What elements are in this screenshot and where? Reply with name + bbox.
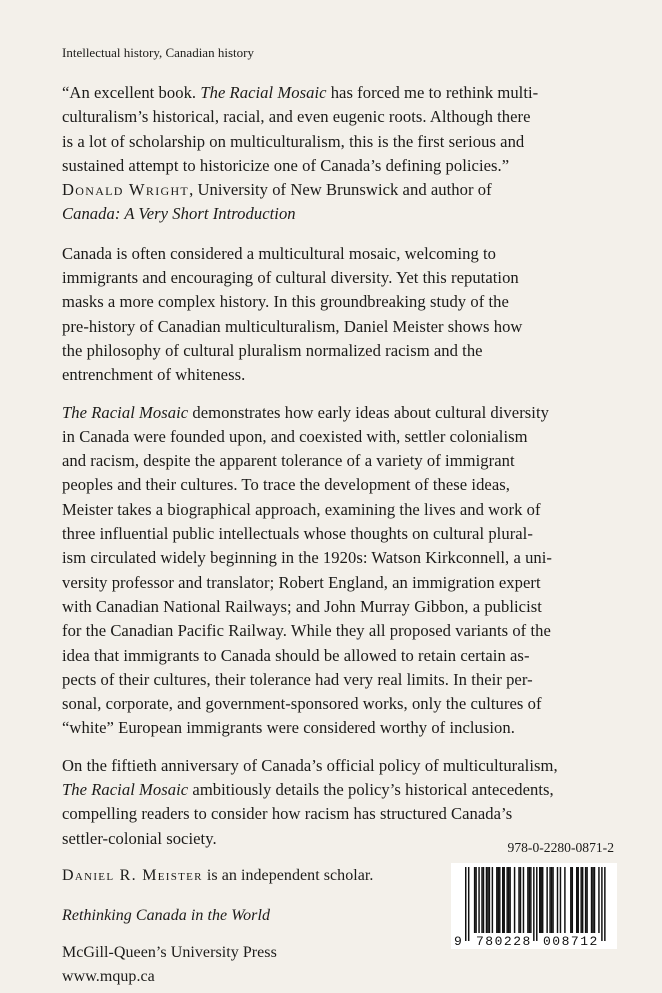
text-run: “white” European immigrants were considered worthy of inclusion. — [62, 718, 515, 738]
barcode-digit-first: 9 — [454, 934, 462, 949]
barcode-bar — [523, 867, 524, 933]
barcode-bar — [604, 867, 605, 941]
barcode-bar — [592, 867, 593, 933]
text-line — [62, 716, 614, 740]
text-line — [62, 105, 614, 129]
series-title: Rethinking Canada in the World — [62, 906, 271, 924]
text-run: and racism, despite the apparent tolerance of a variety of immigrant — [62, 451, 515, 471]
text-run: sustained attempt to historicize one of Canada’s defining policies.” — [62, 155, 510, 175]
barcode-bar — [536, 867, 537, 941]
text-run: immigrants and encouraging of cultural diversity. Yet this reputation — [62, 268, 519, 288]
text-line — [62, 546, 614, 570]
text-run: “An excellent book. — [62, 83, 201, 102]
italic-title: The Racial Mosaic — [62, 780, 189, 800]
text-run: three influential public intellectuals whose thoughts on cultural plural- — [62, 524, 533, 544]
barcode-bar — [540, 867, 541, 933]
text-line — [62, 692, 614, 716]
barcode-bar — [481, 867, 482, 933]
description — [62, 242, 614, 851]
barcode-bar — [552, 867, 553, 933]
barcode-bar — [502, 867, 503, 933]
text-run: for the Canadian Pacific Railway. While they all proposed variants of the — [62, 621, 551, 641]
barcode-bar — [585, 867, 586, 933]
text-line — [62, 522, 614, 546]
barcode-bar — [564, 867, 565, 933]
publisher-url: www.mqup.ca — [62, 968, 155, 986]
barcode-bar — [539, 867, 540, 933]
text-line — [62, 498, 614, 522]
text-line — [62, 425, 614, 449]
barcode-bar — [468, 867, 469, 941]
barcode-bar — [533, 867, 534, 941]
italic-title: The Racial Mosaic — [200, 83, 327, 102]
barcode-bar — [509, 867, 510, 933]
barcode-bar — [520, 867, 521, 933]
barcode-bar — [580, 867, 581, 933]
barcode-bar — [465, 867, 466, 941]
text-line — [62, 778, 614, 802]
barcode-bar — [492, 867, 493, 933]
text-run: , University of New Brunswick and author of — [189, 180, 492, 200]
barcode-bar — [483, 867, 484, 933]
barcode-bar — [551, 867, 552, 933]
description-paragraph — [62, 401, 614, 741]
text-run: with Canadian National Railways; and John Murray Gibbon, a publicist — [62, 596, 542, 616]
barcode-digits-left: 780228 — [476, 934, 532, 949]
text-run: Canada is often considered a multicultural mosaic, welcoming to — [62, 243, 497, 263]
text-run: culturalism’s historical, racial, and even eugenic roots. Although there — [62, 107, 531, 127]
text-run: masks a more complex history. In this groundbreaking study of the — [62, 292, 509, 312]
barcode-bar — [499, 867, 500, 933]
text-run: versity professor and translator; Robert England, an immigration expert — [62, 572, 541, 592]
text-line — [62, 202, 614, 226]
text-line — [62, 154, 614, 178]
text-run: pects of their cultures, their tolerance had very real limits. In their per- — [62, 669, 533, 689]
barcode-bar — [486, 867, 487, 933]
barcode-bar — [542, 867, 543, 933]
barcode-bar — [496, 867, 497, 933]
text-run: settler-colonial society. — [62, 828, 217, 848]
barcode-bar — [549, 867, 550, 933]
publisher-name: McGill-Queen’s University Press — [62, 944, 277, 962]
barcode-bar — [586, 867, 587, 933]
barcode-bar — [529, 867, 530, 933]
barcode-bar — [475, 867, 476, 933]
barcode-bar — [530, 867, 531, 933]
barcode-bar — [506, 867, 507, 933]
barcode-bar — [594, 867, 595, 933]
text-line — [62, 130, 614, 154]
barcode-bar — [518, 867, 519, 933]
barcode-graphic — [451, 863, 617, 949]
isbn-barcode — [451, 863, 617, 949]
text-line — [62, 754, 614, 778]
barcode-bar — [601, 867, 602, 941]
text-line — [62, 473, 614, 497]
endorsement-blurb — [62, 81, 614, 227]
barcode-bar — [546, 867, 547, 933]
barcode-bar — [570, 867, 571, 933]
barcode-bar — [576, 867, 577, 933]
text-run: entrenchment of whiteness. — [62, 365, 246, 385]
description-paragraph — [62, 242, 614, 388]
text-run: Meister takes a biographical approach, examining the lives and work of — [62, 499, 541, 519]
barcode-bar — [474, 867, 475, 933]
text-run: demonstrates how early ideas about cultural diversity — [188, 402, 549, 422]
text-run: idea that immigrants to Canada should be allowed to retain certain as- — [62, 645, 530, 665]
barcode-bar — [577, 867, 578, 933]
barcode-bar — [508, 867, 509, 933]
text-run: has forced me to rethink multi- — [326, 83, 539, 102]
text-line — [62, 290, 614, 314]
barcode-bar — [591, 867, 592, 933]
text-line — [62, 449, 614, 473]
text-line — [62, 266, 614, 290]
barcode-bar — [503, 867, 504, 933]
text-run: is a lot of scholarship on multiculturalism, this is the first serious and — [62, 131, 525, 151]
text-line — [62, 802, 614, 826]
text-line — [62, 339, 614, 363]
text-run: pre-history of Canadian multiculturalism, Daniel Meister shows how — [62, 316, 523, 336]
text-line — [62, 668, 614, 692]
italic-title: Canada: A Very Short Introduction — [62, 204, 296, 224]
text-run: sonal, corporate, and government-sponsored works, only the cultures of — [62, 694, 542, 714]
subject-category: Intellectual history, Canadian history — [62, 45, 254, 60]
text-run: peoples and their cultures. To trace the development of these ideas, — [62, 475, 510, 495]
text-line — [62, 315, 614, 339]
text-line — [62, 363, 614, 387]
text-line — [62, 178, 614, 202]
text-run: ambitiously details the policy’s historical antecedents, — [188, 780, 554, 800]
barcode-bar — [478, 867, 479, 933]
text-run: On the fiftieth anniversary of Canada’s official policy of multiculturalism, — [62, 755, 558, 775]
text-run: compelling readers to consider how racism has structured Canada’s — [62, 804, 513, 824]
text-line — [62, 571, 614, 595]
barcode-bar — [582, 867, 583, 933]
text-run: ism circulated widely beginning in the 1920s: Watson Kirkconnell, a uni- — [62, 548, 552, 568]
text-line — [62, 619, 614, 643]
barcode-bar — [572, 867, 573, 933]
text-run: the philosophy of cultural pluralism normalized racism and the — [62, 340, 483, 360]
endorser-name: Donald Wright — [62, 180, 190, 200]
italic-title: The Racial Mosaic — [62, 402, 189, 422]
barcode-bar — [560, 867, 561, 933]
author-name: Daniel R. Meister — [62, 866, 203, 884]
barcode-digits-right: 008712 — [543, 934, 599, 949]
text-line — [62, 401, 614, 425]
barcode-bar — [489, 867, 490, 933]
text-line — [62, 644, 614, 668]
text-line — [62, 81, 614, 105]
barcode-bar — [498, 867, 499, 933]
barcode-bar — [487, 867, 488, 933]
barcode-bar — [598, 867, 599, 933]
barcode-bar — [557, 867, 558, 933]
author-bio: is an independent scholar. — [202, 866, 374, 884]
text-line — [62, 595, 614, 619]
barcode-bar — [514, 867, 515, 933]
text-run: in Canada were founded upon, and coexisted with, settler colonialism — [62, 426, 528, 446]
description-paragraph — [62, 754, 614, 851]
barcode-bar — [527, 867, 528, 933]
text-line — [62, 242, 614, 266]
isbn-number: 978-0-2280-0871-2 — [507, 840, 614, 855]
